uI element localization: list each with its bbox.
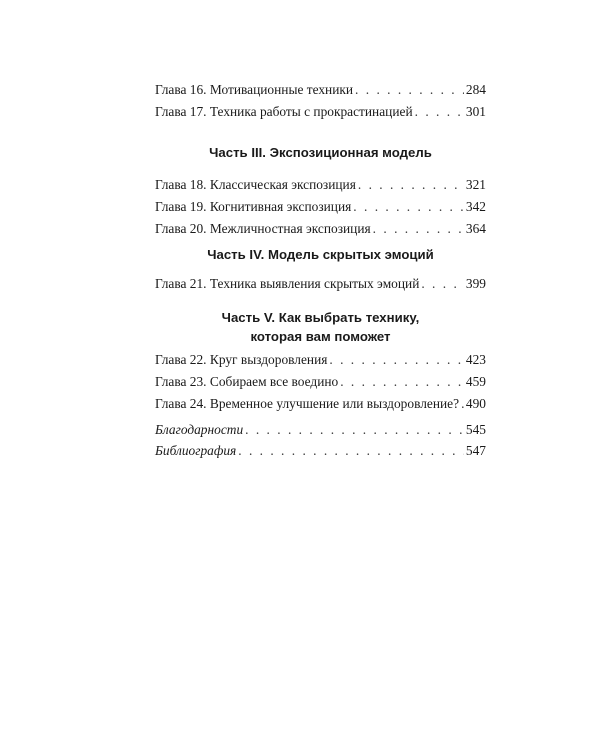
part-heading-5: [155, 308, 486, 346]
leader-dots: [373, 218, 464, 239]
toc-entry-label: Глава 19. Когнитивная экспозиция: [155, 199, 352, 214]
part-title-line: Часть III. Экспозиционная модель: [209, 145, 432, 160]
part-title-line: Часть IV. Модель скрытых эмоций: [207, 247, 434, 262]
toc-entry-page: 545: [465, 422, 486, 437]
toc-entry-label: Глава 20. Межличностная экспозиция: [155, 221, 371, 236]
toc-entry-chapter-24[interactable]: [155, 393, 486, 414]
toc-entry-chapter-23[interactable]: [155, 371, 486, 392]
leader-dots: [415, 101, 464, 122]
toc-entry-bibliography[interactable]: [155, 440, 486, 461]
part-heading-3: [155, 143, 486, 162]
leader-dots: [340, 371, 464, 392]
toc-entry-label: Глава 18. Классическая экспозиция: [155, 177, 356, 192]
leader-dots: [353, 196, 464, 217]
toc-entry-chapter-21[interactable]: [155, 273, 486, 294]
toc-entry-label: Библиография: [155, 443, 237, 458]
toc-entry-page: 364: [465, 221, 486, 236]
toc-entry-page: 342: [465, 199, 486, 214]
toc-entry-label: Глава 17. Техника работы с прокрастинацией: [155, 104, 413, 119]
toc-entry-page: 423: [465, 352, 486, 367]
leader-dots: [461, 393, 464, 414]
toc-entry-label: Глава 22. Круг выздоровления: [155, 352, 328, 367]
toc-entry-chapter-22[interactable]: [155, 349, 486, 370]
leader-dots: [245, 419, 464, 440]
toc-entry-chapter-19[interactable]: [155, 196, 486, 217]
toc-entry-acknowledgments[interactable]: [155, 419, 486, 440]
leader-dots: [358, 174, 464, 195]
toc-entry-chapter-20[interactable]: [155, 218, 486, 239]
part-heading-4: [155, 245, 486, 264]
toc-entry-page: 301: [465, 104, 486, 119]
leader-dots: [355, 79, 464, 100]
toc-entry-label: Благодарности: [155, 422, 244, 437]
leader-dots: [238, 440, 464, 461]
toc-entry-chapter-17[interactable]: [155, 101, 486, 122]
toc-entry-page: 321: [465, 177, 486, 192]
toc-entry-page: 547: [465, 443, 486, 458]
toc-entry-page: 399: [465, 276, 486, 291]
toc-entry-page: 490: [465, 396, 486, 411]
part-title-line: Часть V. Как выбрать технику,: [221, 310, 420, 325]
toc-entry-chapter-16[interactable]: [155, 79, 486, 100]
toc-entry-label: Глава 24. Временное улучшение или выздоровление?: [155, 396, 460, 411]
leader-dots: [421, 273, 464, 294]
toc-entry-label: Глава 16. Мотивационные техники: [155, 82, 354, 97]
toc-entry-page: 284: [465, 82, 486, 97]
toc-entry-chapter-18[interactable]: [155, 174, 486, 195]
toc-entry-label: Глава 23. Собираем все воедино: [155, 374, 339, 389]
leader-dots: [329, 349, 464, 370]
toc-entry-page: 459: [465, 374, 486, 389]
toc-entry-label: Глава 21. Техника выявления скрытых эмоций: [155, 276, 420, 291]
part-title-line: которая вам поможет: [250, 329, 391, 344]
